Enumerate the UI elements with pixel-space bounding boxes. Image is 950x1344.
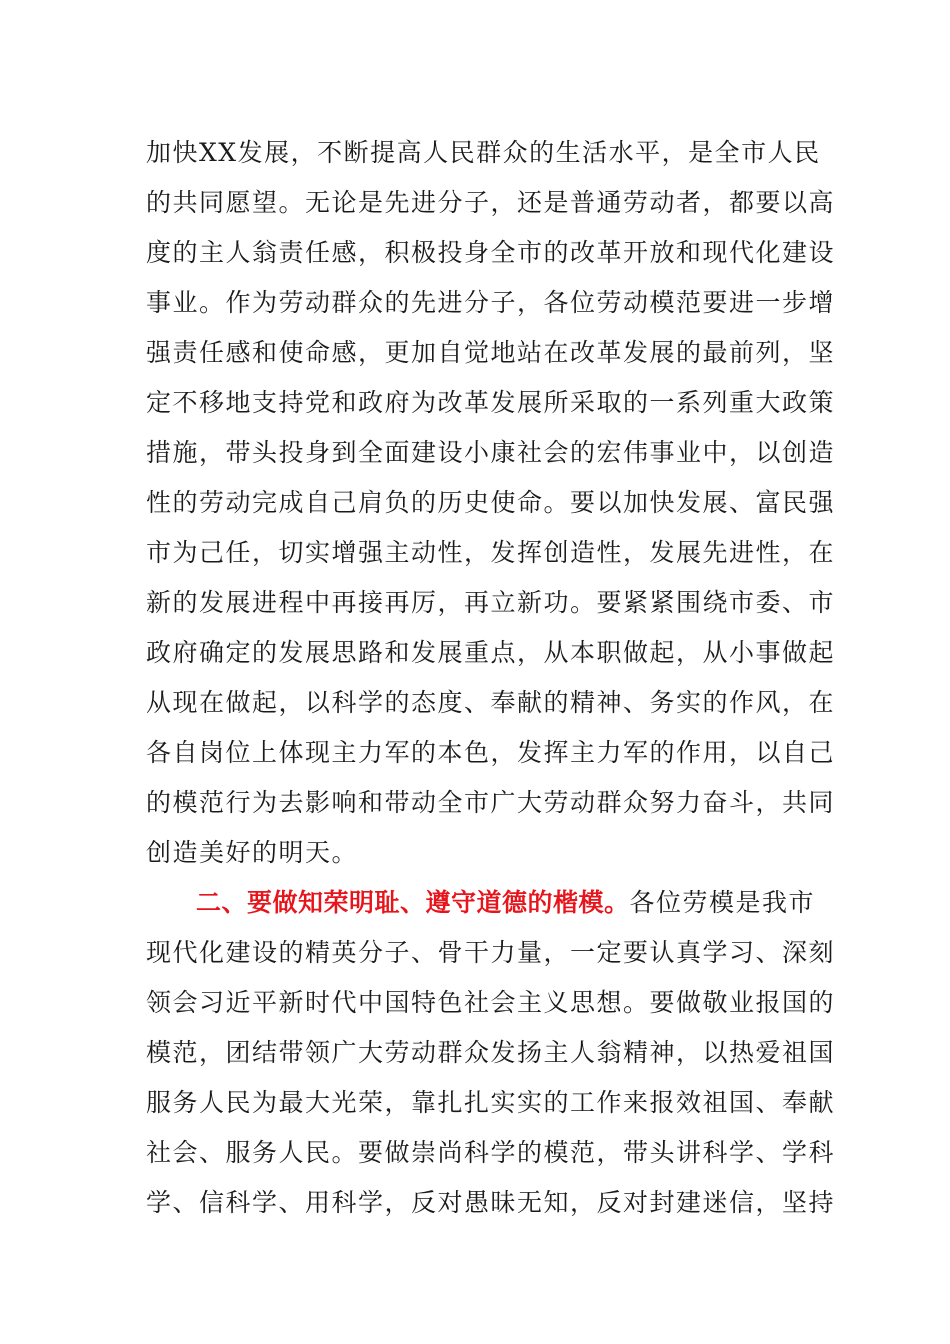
text-line: 度的主人翁责任感，积极投身全市的改革开放和现代化建设 <box>146 238 836 267</box>
text-line: 各自岗位上体现主力军的本色，发挥主力军的作用，以自己 <box>146 738 836 767</box>
section-2-heading: 二、要做知荣明耻、遵守道德的楷模。 <box>196 888 630 917</box>
text-line: 模范，团结带领广大劳动群众发扬主人翁精神，以热爱祖国 <box>146 1038 836 1067</box>
text-line: 社会、服务人民。要做崇尚科学的模范，带头讲科学、学科 <box>146 1138 836 1167</box>
text-line: 性的劳动完成自己肩负的历史使命。要以加快发展、富民强 <box>146 488 836 517</box>
text-line: 措施，带头投身到全面建设小康社会的宏伟事业中，以创造 <box>146 438 836 467</box>
text-line: 领会习近平新时代中国特色社会主义思想。要做敬业报国的 <box>146 988 836 1017</box>
document-body <box>146 128 836 1228</box>
text-line: 的模范行为去影响和带动全市广大劳动群众努力奋斗，共同 <box>146 788 836 817</box>
text-line: 服务人民为最大光荣，靠扎扎实实的工作来报效祖国、奉献 <box>146 1088 836 1117</box>
text-line: 强责任感和使命感，更加自觉地站在改革发展的最前列，坚 <box>146 338 836 367</box>
section-2-first-line-text: 各位劳模是我市 <box>629 888 816 917</box>
text-line: 现代化建设的精英分子、骨干力量，一定要认真学习、深刻 <box>146 938 836 967</box>
section-2-first-line <box>146 878 816 928</box>
text-line: 政府确定的发展思路和发展重点，从本职做起，从小事做起 <box>146 638 836 667</box>
text-line: 从现在做起，以科学的态度、奉献的精神、务实的作风，在 <box>146 688 836 717</box>
text-line: 加快XX发展，不断提高人民群众的生活水平，是全市人民 <box>146 138 821 167</box>
text-line: 新的发展进程中再接再厉，再立新功。要紧紧围绕市委、市 <box>146 588 836 617</box>
text-line: 定不移地支持党和政府为改革发展所采取的一系列重大政策 <box>146 388 836 417</box>
section-2 <box>146 878 836 1228</box>
text-line: 学、信科学、用科学，反对愚昧无知，反对封建迷信，坚持 <box>146 1188 836 1217</box>
text-line: 事业。作为劳动群众的先进分子，各位劳动模范要进一步增 <box>146 288 836 317</box>
text-line: 创造美好的明天。 <box>146 838 359 867</box>
paragraph-1 <box>146 128 836 878</box>
text-line: 的共同愿望。无论是先进分子，还是普通劳动者，都要以高 <box>146 188 836 217</box>
text-line: 市为己任，切实增强主动性，发挥创造性，发展先进性，在 <box>146 538 836 567</box>
